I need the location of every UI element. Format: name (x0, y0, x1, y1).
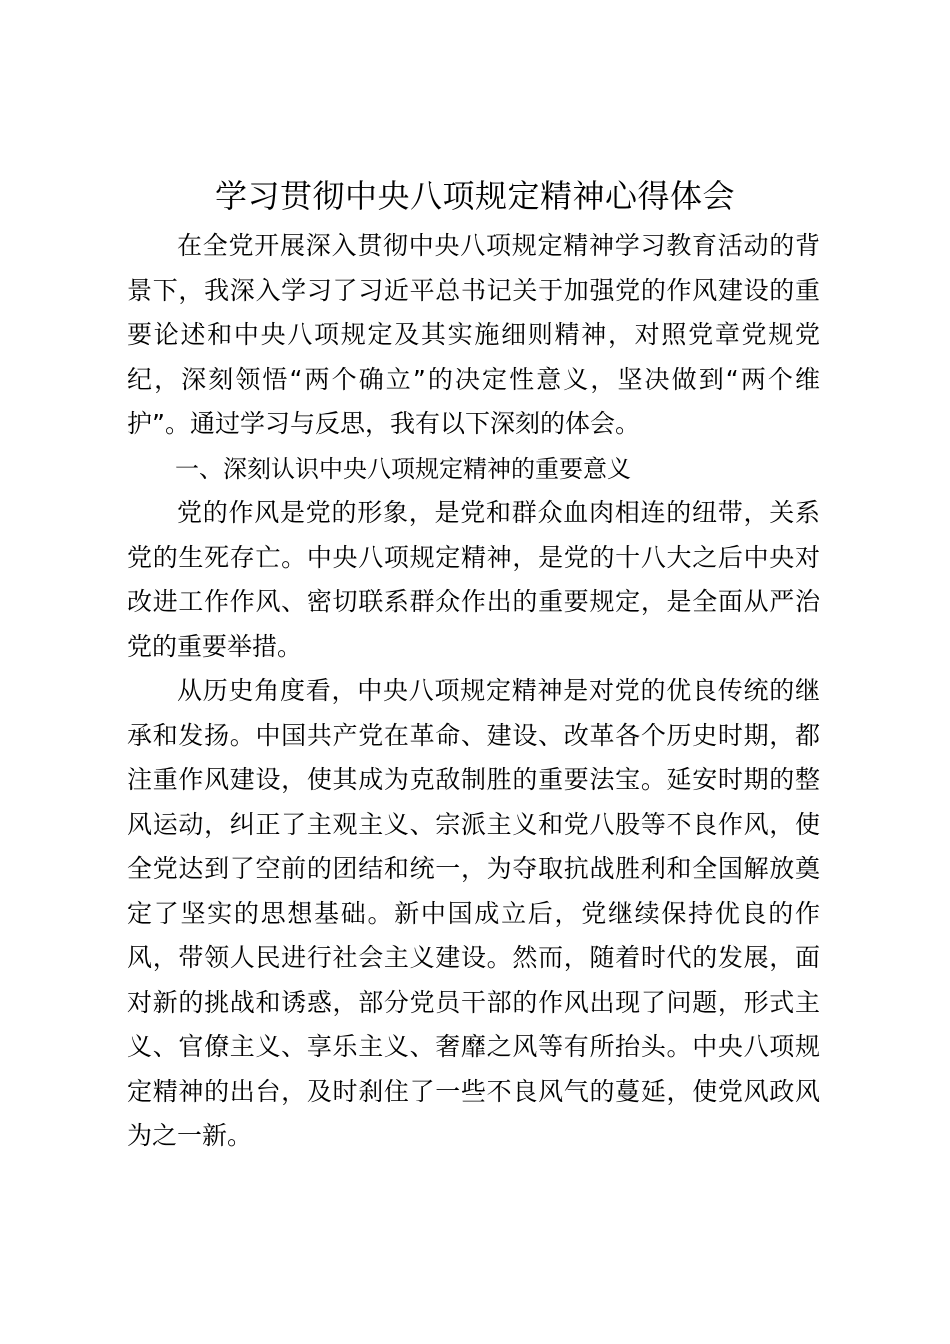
document-title: 学习贯彻中央八项规定精神心得体会 (214, 177, 735, 215)
body-paragraph-2: 从历史角度看，中央八项规定精神是对党的优良传统的继承和发扬。中国共产党在革命、建设、改革各个历史时期，都注重作风建设，使其成为克敌制胜的重要法宝。延安时期的整风运动，纠正了主观主义、宗派主义和党八股等不良作风，使全党达到了空前的团结和统一，为夺取抗战胜利和全国解放奠定了坚实的思想基础。新中国成立后，党继续保持优良的作风，带领人民进行社会主义建设。然而，随着时代的发展，面对新的挑战和诱惑，部分党员干部的作风出现了问题，形式主义、官僚主义、享乐主义、奢靡之风等有所抬头。中央八项规定精神的出台，及时刹住了一些不良风气的蔓延，使党风政风为之一新。 (127, 676, 820, 1150)
intro-paragraph: 在全党开展深入贯彻中央八项规定精神学习教育活动的背景下，我深入学习了习近平总书记关于加强党的作风建设的重要论述和中央八项规定及其实施细则精神，对照党章党规党纪，深刻领悟“两个确立”的决定性意义，坚决做到“两个维护”。通过学习与反思，我有以下深刻的体会。 (127, 231, 820, 438)
document-body (127, 224, 820, 1159)
body-paragraph-1: 党的作风是党的形象，是党和群众血肉相连的纽带，关系党的生死存亡。中央八项规定精神，是党的十八大之后中央对改进工作作风、密切联系群众作出的重要规定，是全面从严治党的重要举措。 (127, 498, 820, 661)
section-heading-1: 一、深刻认识中央八项规定精神的重要意义 (175, 454, 631, 483)
